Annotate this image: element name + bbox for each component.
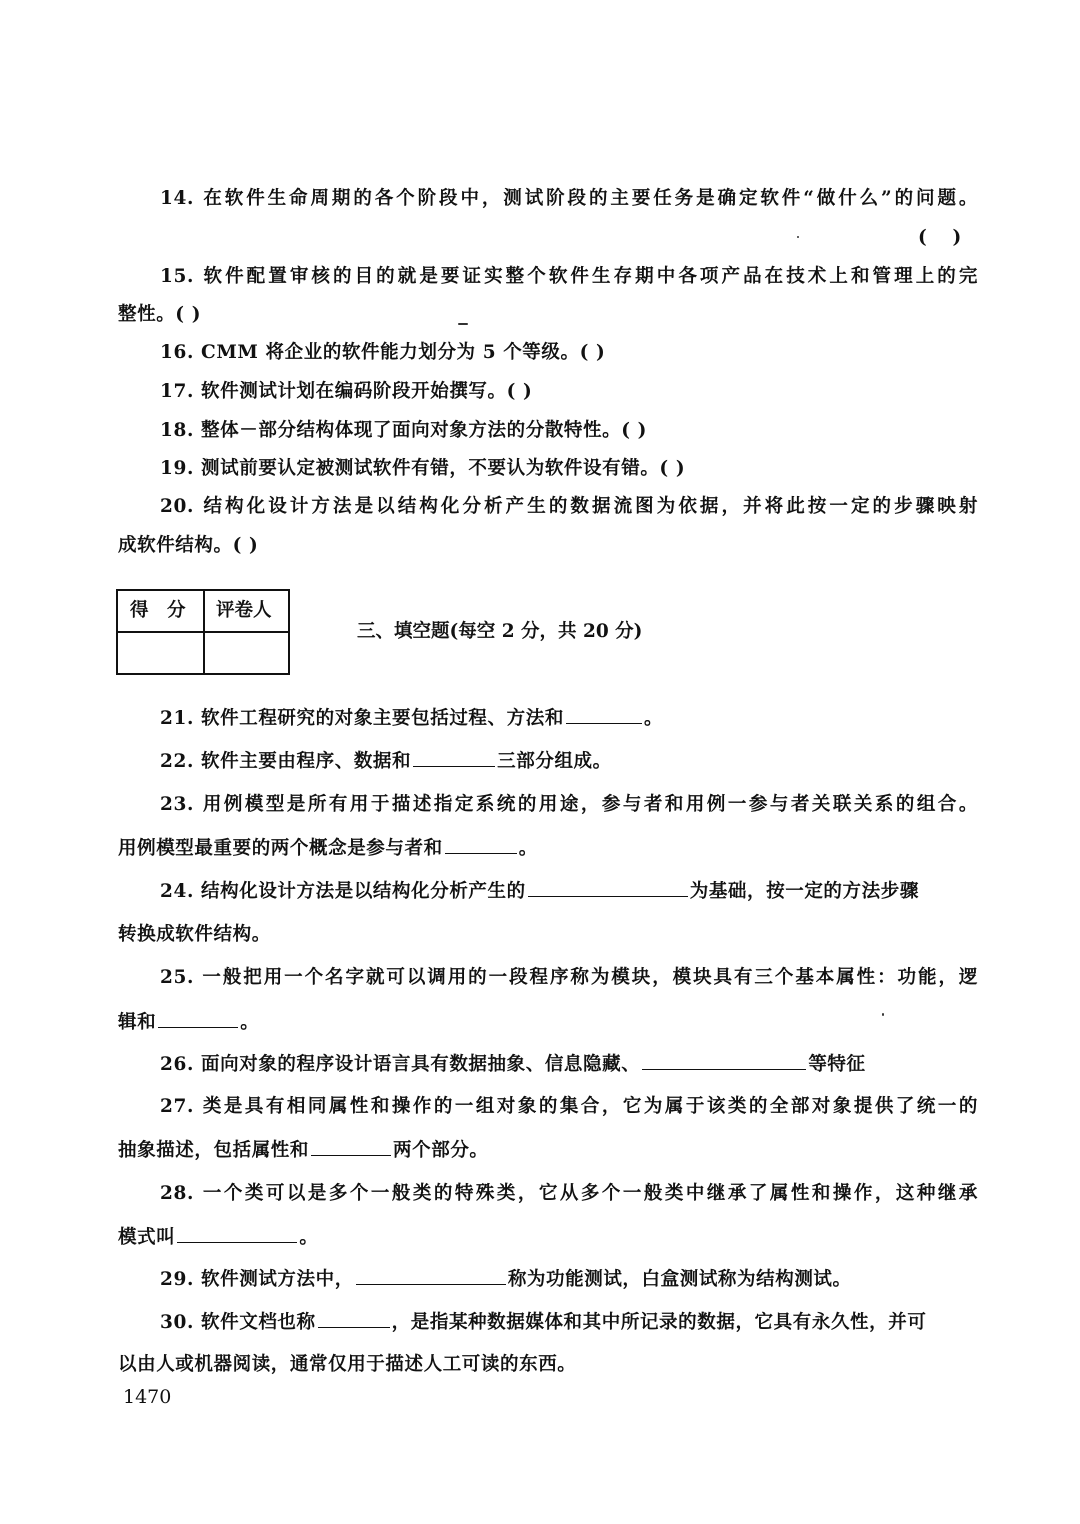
answer-blank bbox=[318, 1309, 390, 1328]
question-15: 15. 软件配置审核的目的就是要证实整个软件生存期中各项产品在技术上和管理上的完 bbox=[160, 266, 978, 287]
question-23-end: 。 bbox=[518, 838, 538, 859]
question-22-text: 22. 软件主要由程序、数据和 bbox=[160, 751, 412, 772]
question-22-end: 三部分组成。 bbox=[497, 751, 612, 772]
question-14: 14. 在软件生命周期的各个阶段中，测试阶段的主要任务是确定软件“做什么”的问题。 bbox=[160, 188, 978, 209]
answer-blank bbox=[177, 1224, 297, 1243]
question-26 bbox=[160, 1051, 866, 1078]
answer-blank bbox=[528, 878, 688, 897]
question-25-cont bbox=[118, 1009, 259, 1036]
question-30-cont: 以由人或机器阅读，通常仅用于描述人工可读的东西。 bbox=[118, 1354, 577, 1375]
section-title-fill-in: 三、填空题(每空 2 分，共 20 分) bbox=[357, 621, 643, 642]
question-23-text: 用例模型最重要的两个概念是参与者和 bbox=[118, 838, 443, 859]
question-29 bbox=[160, 1266, 852, 1293]
question-28-cont bbox=[118, 1224, 318, 1251]
question-22 bbox=[160, 748, 612, 775]
question-26-text: 26. 面向对象的程序设计语言具有数据抽象、信息隐藏、 bbox=[160, 1054, 641, 1075]
answer-blank bbox=[356, 1266, 506, 1285]
scan-speck bbox=[882, 1013, 884, 1016]
question-16: 16. CMM 将企业的软件能力划分为 5 个等级。( ) bbox=[160, 342, 606, 363]
answer-blank bbox=[311, 1137, 391, 1156]
question-27-end: 两个部分。 bbox=[393, 1140, 489, 1161]
question-25-text: 辑和 bbox=[118, 1012, 157, 1033]
score-table-divider-h bbox=[118, 631, 288, 633]
question-26-end: 等特征 bbox=[808, 1054, 866, 1075]
question-29-end: 称为功能测试，白盒测试称为结构测试。 bbox=[507, 1269, 852, 1290]
answer-blank bbox=[642, 1051, 806, 1070]
question-28-text: 模式叫 bbox=[118, 1227, 176, 1248]
answer-blank bbox=[566, 705, 642, 724]
question-24-cont: 转换成软件结构。 bbox=[118, 924, 271, 945]
question-15-cont: 整性。( ) bbox=[118, 304, 202, 325]
question-17: 17. 软件测试计划在编码阶段开始撰写。( ) bbox=[160, 381, 533, 402]
question-21-text: 21. 软件工程研究的对象主要包括过程、方法和 bbox=[160, 708, 564, 729]
question-28-end: 。 bbox=[299, 1227, 319, 1248]
question-29-text: 29. 软件测试方法中， bbox=[160, 1269, 354, 1290]
question-20: 20. 结构化设计方法是以结构化分析产生的数据流图为依据，并将此按一定的步骤映射 bbox=[160, 496, 978, 517]
scan-speck bbox=[797, 236, 799, 238]
question-18: 18. 整体－部分结构体现了面向对象方法的分散特性。( ) bbox=[160, 420, 647, 441]
question-21-end: 。 bbox=[643, 708, 664, 729]
question-25: 25. 一般把用一个名字就可以调用的一段程序称为模块，模块具有三个基本属性：功能，逻 bbox=[160, 967, 978, 988]
score-label: 得 分 bbox=[130, 600, 186, 621]
grader-label: 评卷人 bbox=[216, 600, 272, 621]
question-21 bbox=[160, 705, 663, 732]
scan-speck bbox=[458, 323, 468, 325]
question-23: 23. 用例模型是所有用于描述指定系统的用途，参与者和用例一参与者关联关系的组合。 bbox=[160, 794, 978, 815]
question-27: 27. 类是具有相同属性和操作的一组对象的集合，它为属于该类的全部对象提供了统一的 bbox=[160, 1096, 978, 1117]
question-27-cont bbox=[118, 1137, 489, 1164]
question-30-end: ，是指某种数据媒体和其中所记录的数据，它具有永久性，并可 bbox=[391, 1312, 927, 1333]
question-20-cont: 成软件结构。( ) bbox=[118, 535, 259, 556]
question-30 bbox=[160, 1309, 926, 1336]
question-30-text: 30. 软件文档也称 bbox=[160, 1312, 316, 1333]
question-23-cont bbox=[118, 835, 538, 862]
answer-blank bbox=[413, 748, 495, 767]
question-14-answer-paren: ( ) bbox=[918, 227, 962, 248]
question-19: 19. 测试前要认定被测试软件有错，不要认为软件设有错。( ) bbox=[160, 458, 686, 479]
question-24 bbox=[160, 878, 919, 905]
question-24-end: 为基础，按一定的方法步骤 bbox=[689, 881, 919, 902]
answer-blank bbox=[158, 1009, 238, 1028]
question-27-text: 抽象描述，包括属性和 bbox=[118, 1140, 310, 1161]
question-28: 28. 一个类可以是多个一般类的特殊类，它从多个一般类中继承了属性和操作，这种继承 bbox=[160, 1183, 978, 1204]
question-25-end: 。 bbox=[240, 1012, 260, 1033]
question-24-text: 24. 结构化设计方法是以结构化分析产生的 bbox=[160, 881, 526, 902]
score-table bbox=[116, 589, 290, 675]
answer-blank bbox=[445, 835, 517, 854]
page-number: 1470 bbox=[123, 1386, 172, 1408]
